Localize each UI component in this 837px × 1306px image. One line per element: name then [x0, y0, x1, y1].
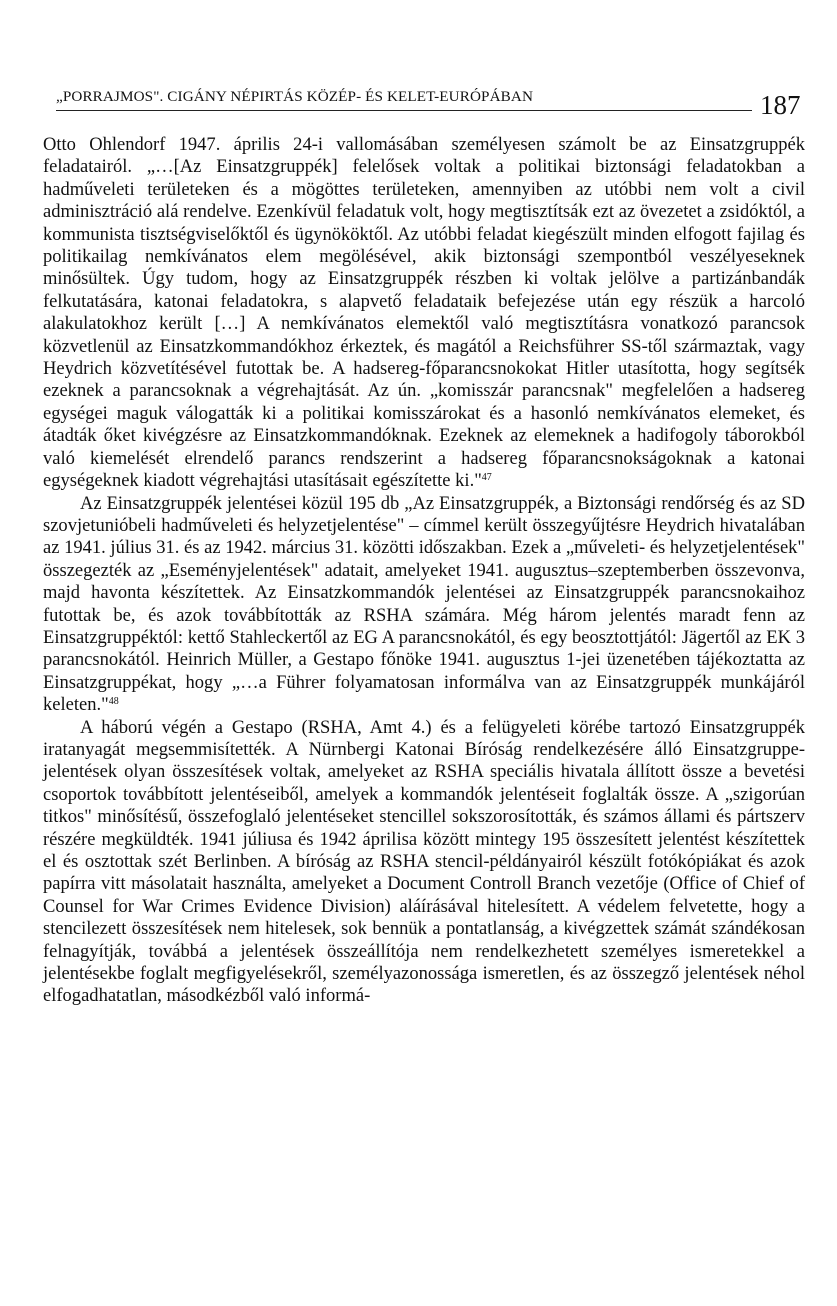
page-number: 187 — [760, 90, 801, 120]
paragraph-1 — [43, 134, 805, 493]
body-text — [43, 134, 805, 1008]
footnote-ref-48: 48 — [108, 696, 119, 708]
paragraph-2-text: Az Einsatzgruppék jelentései közül 195 db „Az Einsatzgruppék, a Biztonsági rendőrség és az SD szovjetunióbeli hadműveleti és helyzetjelentése" – címmel került összegyűjtésre Heydrich hivatalában az 1941. július 31. és az 1942. március 31. közötti időszakban. Ezek a „műveleti- és helyzetjelentések" összegezték az „Eseményjelentések" adatait, amelyeket 1941. augusztus–szeptemberben összevonva, majd havonta készítettek. Az Einsatzkommandók jelentései az Einsatzgruppék parancsnokaihoz futottak be, és azok továbbították az RSHA számára. Még három jelentés maradt fenn az Einsatzgruppéktól: kettő Stahleckertől az EG A parancsnokától, és egy beosztottjától: Jägertől az EK 3 parancsnokától. Heinrich Müller, a Gestapo főnöke 1941. augusztus 1-jei üzenetében tájékoztatta az Einsatzgruppékat, hogy „…a Führer folyamatosan informálva van az Einsatzgruppék munkájáról keleten." — [43, 492, 805, 716]
running-head-title: „PORRAJMOS". CIGÁNY NÉPIRTÁS KÖZÉP- ÉS KELET-EURÓPÁBAN — [56, 88, 534, 105]
paragraph-3 — [43, 717, 805, 1008]
footnote-ref-47: 47 — [481, 472, 492, 484]
paragraph-2 — [43, 493, 805, 717]
paragraph-3-text: A háború végén a Gestapo (RSHA, Amt 4.) és a felügyeleti körébe tartozó Einsatzgruppék iratanyagát megsemmisítették. A Nürnbergi Katonai Bíróság rendelkezésére álló Einsatzgruppe-jelentések olyan összesítések voltak, amelyeket az RSHA speciális hivatala állított össze a bevetési csoportok továbbított jelentéseiből, amelyek a kommandók jelentéseit foglalták össze. A „szigorúan titkos" minősítésű, összefoglaló jelentéseket stencillel sokszorosították, és számos állami és pártszerv részére megküldték. 1941 júliusa és 1942 áprilisa között mintegy 195 összesített jelentést készítettek el és osztottak szét Berlinben. A bíróság az RSHA stencil-példányairól készült fotókópiákat és azok papírra vitt másolatait használta, amelyeket a Document Controll Branch vezetője (Office of Chief of Counsel for War Crimes Evidence Division) aláírásával hitelesített. A védelem felvetette, hogy a stencilezett összesítések nem hitelesek, sok bennük a pontatlanság, a kivégzettek számát szándékosan felnagyítják, továbbá a jelentések összeállítója nem rendelkezhetett személyes ismeretekkel a jelentésekbe foglalt megfigyelésekről, személyazonossága ismeretlen, és az összegző jelentések néhol elfogadhatatlan, másodkézből való informá- — [43, 716, 805, 1007]
header-rule — [56, 110, 752, 111]
paragraph-1-text: Otto Ohlendorf 1947. április 24-i vallomásában személyesen számolt be az Einsatzgruppék feladatairól. „…[Az Einsatzgruppék] felelősek voltak a politikai biztonsági feladatokban a hadműveleti területeken és a mögöttes területeken, amennyiben az utóbbi nem volt a civil adminisztráció alá rendelve. Ezenkívül feladatuk volt, hogy megtisztítsák ezt az övezetet a zsidóktól, a kommunista tisztségviselőktől és ügynököktől. Az utóbbi feladat kiegészült minden elfogott fajilag és politikailag nemkívánatos elem megölésével, akik biztonsági szempontból veszélyeseknek minősültek. Úgy tudom, hogy az Einsatzgruppék részben ki voltak jelölve a partizánbandák felkutatására, katonai feladatokra, s alapvető feladataik befejezése után egy részük a harcoló alakulatokhoz került […] A nemkívánatos elemektől való megtisztításra vonatkozó parancsok közvetlenül az Einsatzkommandókhoz érkeztek, és magától a Reichsführer SS-től származtak, vagy Heydrich közvetítésével futottak be. A hadsereg-főparancsnokokat Hitler utasította, hogy segítsék ezeknek a parancsoknak a végrehajtását. Az ún. „komisszár parancsnak" megfelelően a hadsereg egységei maguk válogatták ki a politikai komisszárokat és a hasonló nemkívánatos elemeket, és átadták őket kivégzésre az Einsatzkommandóknak. Ezeknek az elemeknek a hadifogoly táborokból való kiemelését elrendelő parancs rendszerint a hadsereg főparancsnokságoknak a katonai egységeknek kiadott végrehajtási utasításait egészítette ki." — [43, 134, 805, 492]
